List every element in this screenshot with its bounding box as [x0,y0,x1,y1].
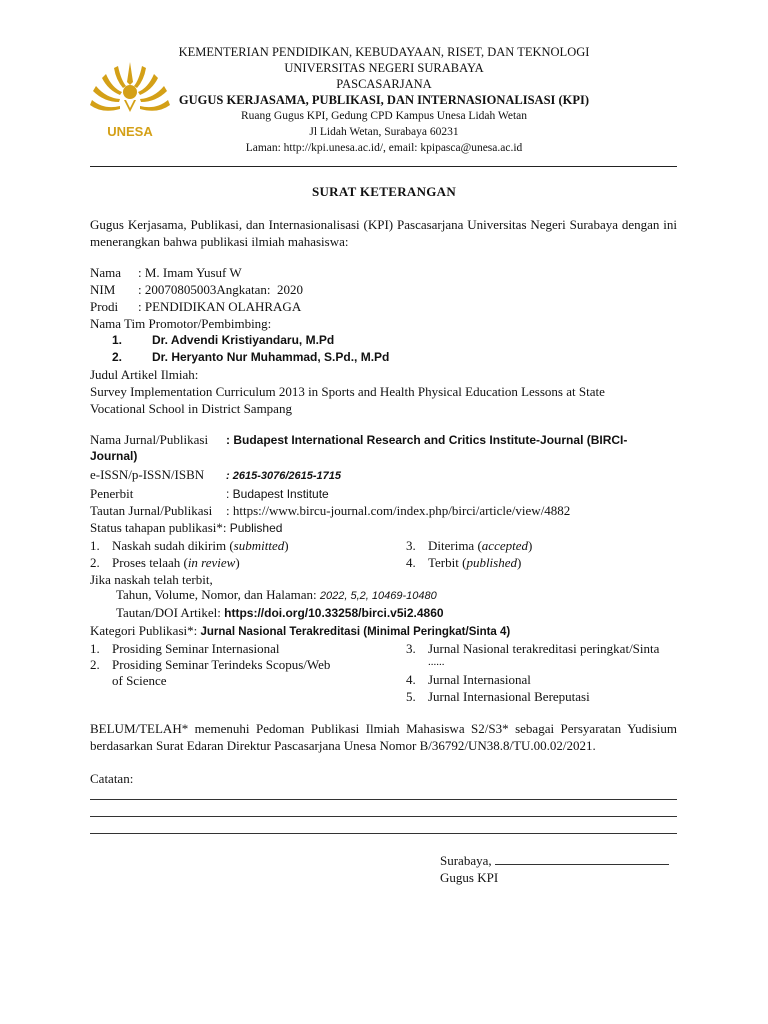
notes-line [90,833,677,834]
article-title-line1: Survey Implementation Curriculum 2013 in Sports and Health Physical Education Lessons at State [90,384,605,399]
option-number: 2. [90,555,100,570]
option-end: ) [235,555,240,570]
promotor-item [90,349,389,366]
option-text: Jurnal Internasional [428,672,531,687]
school-name: PASCASARJANA [336,77,432,91]
journal-link-row [90,502,570,519]
article-label: Judul Artikel Ilmiah: [90,367,199,382]
publisher-value: : Budapest Institute [226,487,329,501]
unesa-logo [88,52,172,148]
promotor-item [90,332,334,349]
signature-unit: Gugus KPI [440,870,499,885]
category-option [90,640,280,657]
option-end: ) [517,555,522,570]
publisher-label: Penerbit [90,486,134,501]
option-end: ) [284,538,289,553]
category-option [406,688,590,705]
journal-name-label: Nama Jurnal/Publikasi [90,432,209,447]
option-em: in review [187,555,236,570]
street-address: Jl Lidah Wetan, Surabaya 60231 [309,126,459,138]
status-label: Status tahapan publikasi*: [90,520,227,535]
date-blank [495,852,669,865]
tvnh-row [116,586,437,605]
student-prodi-row [90,298,301,315]
category-label: Kategori Publikasi*: [90,623,198,638]
angkatan-label: Angkatan: [216,282,271,297]
student-nim-row [90,281,303,298]
tvnh-label: Tahun, Volume, Nomor, dan Halaman: [116,587,317,602]
signature-place: Surabaya, [440,853,492,868]
promotor-name: Dr. Advendi Kristiyandaru, M.Pd [152,333,335,347]
room-address: Ruang Gugus KPI, Gedung CPD Kampus Unesa Lidah Wetan [240,110,527,122]
status-option [90,554,240,571]
option-number: 3. [406,538,416,553]
student-name-label: Nama [90,265,122,280]
angkatan-value: 2020 [277,282,304,297]
option-text: Prosiding Seminar Internasional [112,641,280,656]
student-nim-label: NIM [90,282,116,297]
promotor-number: 2. [112,350,123,364]
signature-place-row [440,852,669,869]
promotor-number: 1. [112,333,123,347]
category-option [406,654,445,671]
option-text: Jurnal Internasional Bereputasi [428,689,590,704]
status-option [406,554,521,571]
issn-value: : 2615-3076/2615-1715 [226,470,341,482]
notes-line [90,799,677,800]
journal-name-row [90,431,627,449]
category-row [90,622,510,641]
journal-name-value: : Budapest International Research and Critics Institute-Journal (BIRCI- [226,433,628,447]
option-number: 2. [90,657,100,672]
journal-name-continued: Journal) [90,449,138,463]
status-value: Published [229,521,283,535]
published-label: Jika naskah telah terbit, [90,572,213,587]
document-title: SURAT KETERANGAN [311,184,457,199]
conclusion-paragraph: BELUM/TELAH* memenuhi Pedoman Publikasi Ilmiah Mahasiswa S2/S3* sebagai Persyaratan Yudisium berdasarkan Surat Edaran Direktur Pascasarjana Unesa Nomor B/36792/UN38.8/TU.00.02/2021. [90,721,677,753]
notes-label: Catatan: [90,771,134,786]
option-text: Proses telaah ( [112,555,188,570]
student-prodi-label: Prodi [90,299,119,314]
option-number: 3. [406,641,416,656]
option-text: Naskah sudah dikirim ( [112,538,234,553]
option-text: Prosiding Seminar Terindeks Scopus/Web [112,657,331,672]
category-option [406,671,531,688]
option-text: ...... [428,656,445,668]
issn-row [90,466,341,485]
university-name: UNIVERSITAS NEGERI SURABAYA [284,61,484,75]
issn-label: e-ISSN/p-ISSN/ISBN [90,467,205,482]
status-option [406,537,532,554]
promotor-label: Nama Tim Promotor/Pembimbing: [90,316,272,331]
option-em: submitted [233,538,285,553]
doi-row [116,604,444,622]
journal-link-value: : https://www.bircu-journal.com/index.php/birci/article/view/4882 [226,503,571,518]
logo-text: UNESA [107,124,153,139]
doi-label: Tautan/DOI Artikel: [116,605,221,620]
option-number: 1. [90,641,100,656]
status-row [90,519,282,537]
option-em: published [466,555,517,570]
intro-paragraph: Gugus Kerjasama, Publikasi, dan Internasionalisasi (KPI) Pascasarjana Universitas Negeri Surabaya dengan ini menerangkan bahwa publikasi ilmiah mahasiswa: [90,217,677,249]
option-number: 4. [406,555,416,570]
option-text: of Science [112,673,167,688]
journal-link-label: Tautan Jurnal/Publikasi [90,503,213,518]
doi-value: https://doi.org/10.33258/birci.v5i2.4860 [224,606,444,620]
option-number: 4. [406,672,416,687]
contact-info: Laman: http://kpi.unesa.ac.id/, email: kpipasca@unesa.ac.id [245,142,523,154]
option-number: 5. [406,689,416,704]
unit-name: GUGUS KERJASAMA, PUBLIKASI, DAN INTERNASIONALISASI (KPI) [178,93,590,107]
option-number: 1. [90,538,100,553]
category-option [90,672,167,689]
publisher-row [90,485,329,503]
student-nim-value: : 20070805003 [138,282,217,297]
option-text: Jurnal Nasional terakreditasi peringkat/Sinta [428,641,660,656]
status-option [90,537,289,554]
student-name-row [90,264,242,281]
option-end: ) [528,538,533,553]
notes-line [90,816,677,817]
student-prodi-value: : PENDIDIKAN OLAHRAGA [138,299,302,314]
option-text: Terbit ( [428,555,467,570]
promotor-name: Dr. Heryanto Nur Muhammad, S.Pd., M.Pd [152,350,390,364]
option-text: Diterima ( [428,538,482,553]
letterhead [170,44,598,156]
ministry-name: KEMENTERIAN PENDIDIKAN, KEBUDAYAAN, RISET, DAN TEKNOLOGI [178,45,590,59]
category-option [90,656,330,673]
article-title-line2: Vocational School in District Sampang [90,401,292,416]
option-em: accepted [481,538,528,553]
tvnh-value: 2022, 5,2, 10469-10480 [319,590,437,602]
header-divider [90,166,677,167]
category-value: Jurnal Nasional Terakreditasi (Minimal Peringkat/Sinta 4) [200,626,511,638]
student-name-value: : M. Imam Yusuf W [138,265,242,280]
